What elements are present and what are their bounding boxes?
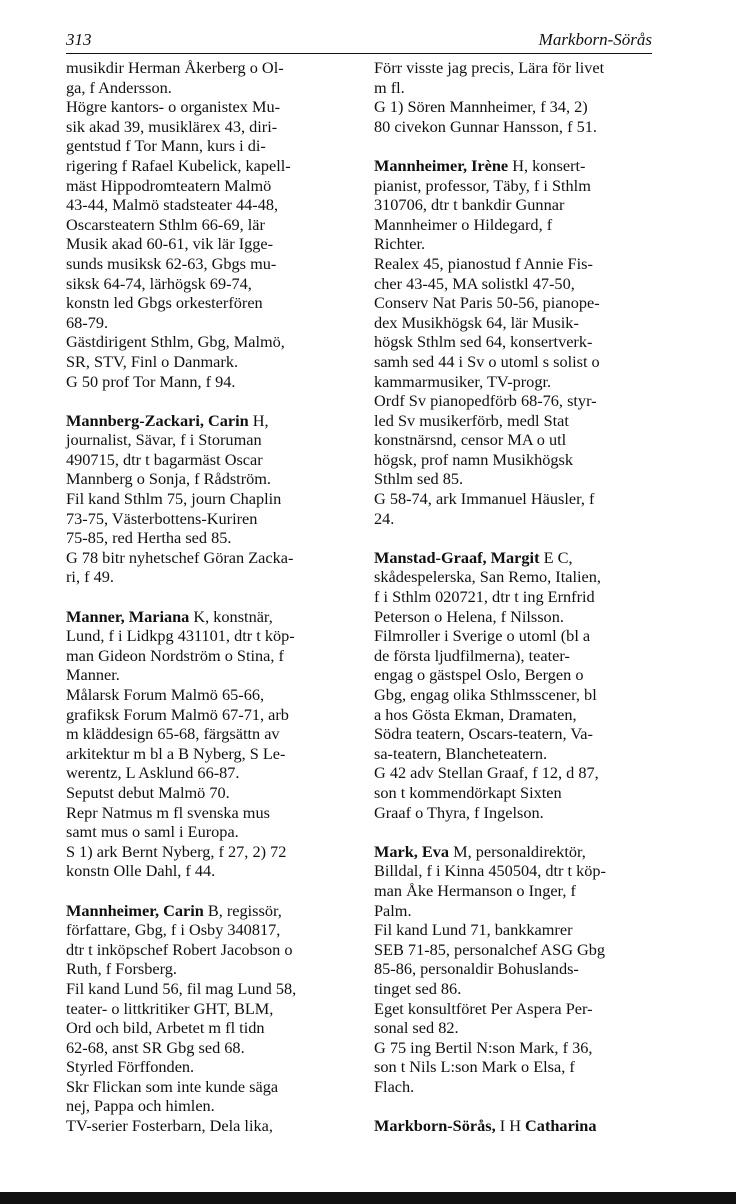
entry-text: G 1) Sören Mannheimer, f 34, 2) xyxy=(374,97,588,117)
entry-text: mäst Hippodromteatern Malmö xyxy=(66,175,272,195)
entry-line xyxy=(66,744,358,764)
entry-text: H, konsert- xyxy=(508,155,586,175)
entry-line xyxy=(374,313,660,333)
biography-entry xyxy=(374,842,660,1097)
entry-line xyxy=(66,920,358,940)
entry-line xyxy=(66,548,358,568)
entry-line xyxy=(374,372,660,392)
entry-text: sonal sed 82. xyxy=(374,1018,459,1038)
entry-text: a hos Gösta Ekman, Dramaten, xyxy=(374,704,577,724)
entry-text: Ordf Sv pianopedförb 68-76, styr- xyxy=(374,391,597,411)
entry-line xyxy=(66,979,358,999)
entry-line xyxy=(374,509,660,529)
entry-line xyxy=(66,1096,358,1116)
entry-line xyxy=(374,78,660,98)
entry-text: SEB 71-85, personalchef ASG Gbg xyxy=(374,939,606,959)
entry-line xyxy=(374,920,660,940)
entry-text: samt mus o saml i Europa. xyxy=(66,822,239,842)
entry-line xyxy=(374,469,660,489)
entry-text: Sthlm sed 85. xyxy=(374,469,464,489)
entry-line xyxy=(374,1018,660,1038)
entry-text: man Gideon Nordström o Stina, f xyxy=(66,645,284,665)
entry-text: Oscarsteatern Sthlm 66-69, lär xyxy=(66,214,265,234)
entry-text: man Åke Hermanson o Inger, f xyxy=(374,880,576,900)
entry-line xyxy=(66,861,358,881)
entry-text: samh sed 44 i Sv o utoml s solist o xyxy=(374,351,600,371)
entry-text: engag o gästspel Oslo, Bergen o xyxy=(374,665,584,685)
entry-line xyxy=(66,626,358,646)
entry-text: Billdal, f i Kinna 450504, dtr t köp- xyxy=(374,861,606,881)
entry-line xyxy=(66,685,358,705)
entry-line xyxy=(66,58,358,78)
biography-entry xyxy=(374,58,660,136)
entry-text: m kläddesign 65-68, färgsättn av xyxy=(66,724,280,744)
entry-text: E C, xyxy=(539,547,573,567)
entry-name: Markborn-Sörås, xyxy=(374,1116,496,1136)
entry-text: Graaf o Thyra, f Ingelson. xyxy=(374,802,544,822)
scan-edge-bar xyxy=(0,1192,736,1204)
entry-line xyxy=(374,391,660,411)
entry-text: Filmroller i Sverige o utoml (bl a xyxy=(374,626,591,646)
entry-text: Manner. xyxy=(66,665,120,685)
entry-text: grafiksk Forum Malmö 67-71, arb xyxy=(66,704,289,724)
biography-entry xyxy=(66,901,358,1136)
entry-line xyxy=(374,685,660,705)
entry-text: 310706, dtr t bankdir Gunnar xyxy=(374,195,565,215)
entry-line xyxy=(66,332,358,352)
entry-line xyxy=(374,1057,660,1077)
entry-text: 68-79. xyxy=(66,312,109,332)
entry-text: Realex 45, pianostud f Annie Fis- xyxy=(374,253,593,273)
entry-text: Styrled Förffonden. xyxy=(66,1057,195,1077)
entry-line xyxy=(66,136,358,156)
biography-entry xyxy=(374,156,660,528)
entry-line xyxy=(374,1038,660,1058)
entry-line xyxy=(66,254,358,274)
entry-line xyxy=(66,156,358,176)
biography-entry xyxy=(374,1116,660,1136)
entry-line xyxy=(66,1077,358,1097)
entry-line xyxy=(374,548,660,568)
entry-line xyxy=(374,763,660,783)
entry-text: 490715, dtr t bagarmäst Oscar xyxy=(66,449,263,469)
entry-line xyxy=(374,58,660,78)
entry-line xyxy=(66,822,358,842)
biography-entry xyxy=(66,607,358,881)
entry-line xyxy=(66,430,358,450)
entry-text: siksk 64-74, lärhögsk 69-74, xyxy=(66,273,252,293)
entry-line xyxy=(374,411,660,431)
entry-line xyxy=(66,607,358,627)
entry-text: teater- o littkritiker GHT, BLM, xyxy=(66,998,274,1018)
entry-text: G 78 bitr nyhetschef Göran Zacka- xyxy=(66,547,294,567)
entry-line xyxy=(374,274,660,294)
entry-line xyxy=(374,156,660,176)
entry-text: son t kommendörkapt Sixten xyxy=(374,782,562,802)
entry-text: dtr t inköpschef Robert Jacobson o xyxy=(66,939,293,959)
entry-text: G 50 prof Tor Mann, f 94. xyxy=(66,371,236,391)
left-column xyxy=(66,58,358,1155)
entry-line xyxy=(66,783,358,803)
entry-text: sunds musiksk 62-63, Gbgs mu- xyxy=(66,253,277,273)
entry-text: 43-44, Malmö stadsteater 44-48, xyxy=(66,195,279,215)
entry-text: G 75 ing Bertil N:son Mark, f 36, xyxy=(374,1037,593,1057)
entry-text: 85-86, personaldir Bohuslands- xyxy=(374,959,579,979)
entry-line xyxy=(66,195,358,215)
entry-line xyxy=(66,567,358,587)
entry-name: Mannberg-Zackari, Carin xyxy=(66,410,249,430)
entry-text: Högre kantors- o organistex Mu- xyxy=(66,97,281,117)
entry-line xyxy=(374,117,660,137)
entry-text: Mannberg o Sonja, f Rådström. xyxy=(66,469,272,489)
entry-line xyxy=(66,901,358,921)
entry-name: Mark, Eva xyxy=(374,841,450,861)
entry-text: 75-85, red Hertha sed 85. xyxy=(66,528,232,548)
entry-text: K, konstnär, xyxy=(189,606,273,626)
entry-text: musikdir Herman Åkerberg o Ol- xyxy=(66,58,284,77)
entry-text: författare, Gbg, f i Osby 340817, xyxy=(66,920,281,940)
entry-text: konstn led Gbgs orkesterfören xyxy=(66,293,263,313)
entry-text: m fl. xyxy=(374,77,405,97)
entry-line xyxy=(374,97,660,117)
entry-line xyxy=(66,509,358,529)
entry-line xyxy=(374,587,660,607)
entry-line xyxy=(374,861,660,881)
entry-line xyxy=(374,901,660,921)
entry-text: nej, Pappa och himlen. xyxy=(66,1096,215,1116)
entry-line xyxy=(374,783,660,803)
entry-text: Gästdirigent Sthlm, Gbg, Malmö, xyxy=(66,332,285,352)
entry-text: Lund, f i Lidkpg 431101, dtr t köp- xyxy=(66,626,295,646)
biography-entry xyxy=(66,411,358,587)
entry-line xyxy=(374,607,660,627)
entry-text: rigering f Rafael Kubelick, kapell- xyxy=(66,155,291,175)
entry-line xyxy=(66,117,358,137)
entry-name: Manner, Mariana xyxy=(66,606,190,626)
entry-text: dex Musikhögsk 64, lär Musik- xyxy=(374,312,579,332)
entry-text: gentstud f Tor Mann, kurs i di- xyxy=(66,136,266,156)
entry-text: Fil kand Lund 56, fil mag Lund 58, xyxy=(66,978,297,998)
entry-text: konstn Olle Dahl, f 44. xyxy=(66,861,216,881)
entry-line xyxy=(66,1116,358,1136)
header-rule xyxy=(66,53,652,54)
running-head: Markborn-Sörås xyxy=(538,30,652,49)
entry-text: 62-68, anst SR Gbg sed 68. xyxy=(66,1037,245,1057)
entry-text: G 58-74, ark Immanuel Häusler, f xyxy=(374,489,595,509)
entry-text: f i Sthlm 020721, dtr t ing Ernfrid xyxy=(374,587,595,607)
entry-line xyxy=(374,959,660,979)
entry-line xyxy=(374,646,660,666)
entry-text: skådespelerska, San Remo, Italien, xyxy=(374,567,601,587)
entry-text: 73-75, Västerbottens-Kuriren xyxy=(66,508,258,528)
entry-line xyxy=(66,1038,358,1058)
entry-text: Fil kand Sthlm 75, journ Chaplin xyxy=(66,489,282,509)
entry-text: Mannheimer o Hildegard, f xyxy=(374,214,553,234)
entry-text: SR, STV, Finl o Danmark. xyxy=(66,351,239,371)
entry-line xyxy=(66,313,358,333)
entry-text: Musik akad 60-61, vik lär Igge- xyxy=(66,234,274,254)
entry-line xyxy=(66,234,358,254)
entry-text: Södra teatern, Oscars-teatern, Va- xyxy=(374,724,593,744)
entry-text: S 1) ark Bernt Nyberg, f 27, 2) 72 xyxy=(66,841,287,861)
entry-text: I H xyxy=(495,1116,526,1136)
entry-line xyxy=(374,234,660,254)
entry-line xyxy=(374,430,660,450)
entry-text: 24. xyxy=(374,508,395,528)
biography-entry xyxy=(66,58,358,391)
entry-line xyxy=(374,665,660,685)
entry-text: kammarmusiker, TV-progr. xyxy=(374,371,552,391)
biography-entry xyxy=(374,548,660,822)
entry-text: Skr Flickan som inte kunde säga xyxy=(66,1076,279,1096)
entry-line xyxy=(374,215,660,235)
entry-line xyxy=(66,372,358,392)
page-number: 313 xyxy=(66,30,92,49)
entry-text: ri, f 49. xyxy=(66,567,114,587)
entry-text: 80 civekon Gunnar Hansson, f 51. xyxy=(374,116,597,136)
entry-name: Catharina xyxy=(525,1116,597,1136)
entry-line xyxy=(374,567,660,587)
entry-line xyxy=(66,489,358,509)
entry-line xyxy=(374,842,660,862)
entry-text: högsk, prof namn Musikhögsk xyxy=(374,449,573,469)
entry-text: arkitektur m bl a B Nyberg, S Le- xyxy=(66,743,286,763)
entry-text: Flach. xyxy=(374,1076,415,1096)
entry-line xyxy=(66,528,358,548)
entry-line xyxy=(374,254,660,274)
entry-name: Manstad-Graaf, Margit xyxy=(374,547,540,567)
entry-line xyxy=(374,293,660,313)
entry-line xyxy=(374,744,660,764)
entry-line xyxy=(66,646,358,666)
entry-line xyxy=(374,352,660,372)
entry-line xyxy=(374,450,660,470)
entry-line xyxy=(66,763,358,783)
entry-line xyxy=(374,176,660,196)
entry-text: TV-serier Fosterbarn, Dela lika, xyxy=(66,1116,273,1136)
entry-text: M, personaldirektör, xyxy=(449,841,586,861)
entry-line xyxy=(66,215,358,235)
entry-text: Ord och bild, Arbetet m fl tidn xyxy=(66,1018,265,1038)
entry-line xyxy=(66,176,358,196)
entry-text: B, regissör, xyxy=(203,900,282,920)
entry-line xyxy=(66,97,358,117)
entry-line xyxy=(66,411,358,431)
page-header xyxy=(66,30,652,52)
entry-line xyxy=(66,469,358,489)
entry-line xyxy=(66,803,358,823)
entry-line xyxy=(66,352,358,372)
entry-text: Peterson o Helena, f Nilsson. xyxy=(374,606,564,626)
entry-text: Förr visste jag precis, Lära för livet xyxy=(374,58,605,77)
entry-line xyxy=(66,959,358,979)
entry-text: de första ljudfilmerna), teater- xyxy=(374,645,570,665)
entry-line xyxy=(374,1116,660,1136)
entry-line xyxy=(374,940,660,960)
entry-line xyxy=(66,450,358,470)
entry-line xyxy=(374,332,660,352)
entry-line xyxy=(374,803,660,823)
entry-text: Gbg, engag olika Sthlmsscener, bl xyxy=(374,685,597,704)
entry-line xyxy=(66,999,358,1019)
entry-text: konstnärsnd, censor MA o utl xyxy=(374,430,567,450)
entry-text: sa-teatern, Blancheteatern. xyxy=(374,743,548,763)
entry-text: Ruth, f Forsberg. xyxy=(66,959,177,979)
entry-text: Seputst debut Malmö 70. xyxy=(66,782,230,802)
entry-line xyxy=(374,705,660,725)
entry-line xyxy=(66,274,358,294)
entry-name: Mannheimer, Irène xyxy=(374,155,509,175)
entry-text: Fil kand Lund 71, bankkamrer xyxy=(374,920,573,940)
entry-line xyxy=(374,626,660,646)
entry-text: Richter. xyxy=(374,234,426,254)
entry-text: Conserv Nat Paris 50-56, pianope- xyxy=(374,293,600,313)
entry-line xyxy=(374,724,660,744)
entry-text: cher 43-45, MA solistkl 47-50, xyxy=(374,273,575,293)
entry-line xyxy=(66,1018,358,1038)
entry-line xyxy=(374,999,660,1019)
entry-text: son t Nils L:son Mark o Elsa, f xyxy=(374,1057,575,1077)
entry-line xyxy=(66,293,358,313)
entry-line xyxy=(374,195,660,215)
entry-text: Eget konsultföret Per Aspera Per- xyxy=(374,998,593,1018)
entry-line xyxy=(374,1077,660,1097)
entry-text: werentz, L Asklund 66-87. xyxy=(66,763,240,783)
entry-text: pianist, professor, Täby, f i Sthlm xyxy=(374,175,591,195)
entry-line xyxy=(374,881,660,901)
entry-name: Mannheimer, Carin xyxy=(66,900,204,920)
entry-text: Målarsk Forum Malmö 65-66, xyxy=(66,685,265,704)
entry-text: tinget sed 86. xyxy=(374,978,462,998)
entry-text: led Sv musikerförb, medl Stat xyxy=(374,410,569,430)
entry-line xyxy=(66,78,358,98)
entry-text: G 42 adv Stellan Graaf, f 12, d 87, xyxy=(374,763,599,783)
entry-line xyxy=(66,940,358,960)
entry-line xyxy=(66,842,358,862)
entry-text: Palm. xyxy=(374,900,412,920)
entry-text: högsk Sthlm sed 64, konsertverk- xyxy=(374,332,593,352)
right-column xyxy=(374,58,660,1155)
entry-text: journalist, Sävar, f i Storuman xyxy=(66,430,262,450)
entry-line xyxy=(66,1057,358,1077)
entry-line xyxy=(374,489,660,509)
entry-text: ga, f Andersson. xyxy=(66,77,172,97)
entry-line xyxy=(66,724,358,744)
entry-text: Repr Natmus m fl svenska mus xyxy=(66,802,270,822)
entry-text: sik akad 39, musiklärex 43, diri- xyxy=(66,116,278,136)
entry-line xyxy=(374,979,660,999)
entry-text: H, xyxy=(248,410,269,430)
entry-line xyxy=(66,665,358,685)
entry-line xyxy=(66,705,358,725)
